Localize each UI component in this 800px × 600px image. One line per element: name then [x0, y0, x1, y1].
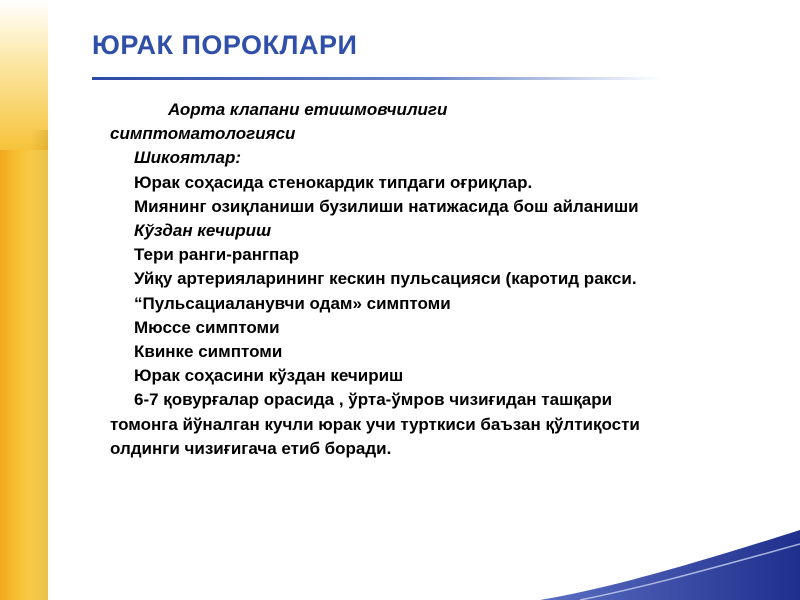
body-line: Мюссе симптоми: [134, 317, 280, 337]
heading-line-1: Аорта клапани етишмовчилиги: [168, 100, 448, 119]
body-line: томонга йўналган кучли юрак учи турткиси баъзан қўлтиқости: [110, 414, 640, 434]
body-line: “Пульсациаланувчи одам» симптоми: [134, 293, 451, 313]
subheading-complaints: Шикоятлар:: [134, 148, 242, 168]
body-line: Миянинг озиқланиши бузилиши натижасида бош айланиши: [134, 196, 639, 216]
body-line: Уйқу артерияларининг кескин пульсацияси (каротид ракси.: [134, 269, 637, 289]
subheading-inspection: Кўздан кечириш: [134, 221, 272, 241]
body-line: 6-7 қовурғалар орасида , ўрта-ўмров чизиғидан ташқари: [134, 390, 613, 410]
body-line: Квинке симптоми: [134, 342, 283, 362]
body-line: олдинги чизиғигача етиб боради.: [110, 438, 392, 458]
corner-wave-decoration: [540, 530, 800, 600]
heading-line-2: симптоматологияси: [110, 124, 296, 144]
slide-body: [110, 98, 770, 461]
body-line: Тери ранги-рангпар: [134, 245, 300, 265]
title-underline: [92, 77, 662, 80]
body-line: Юрак соҳасида стенокардик типдаги оғриқлар.: [134, 172, 533, 192]
left-accent-bar-highlight: [0, 0, 48, 150]
body-line: Юрак соҳасини кўздан кечириш: [134, 366, 404, 386]
left-accent-bar-shadow: [30, 130, 48, 600]
slide-title: ЮРАК ПОРОКЛАРИ: [92, 30, 358, 60]
